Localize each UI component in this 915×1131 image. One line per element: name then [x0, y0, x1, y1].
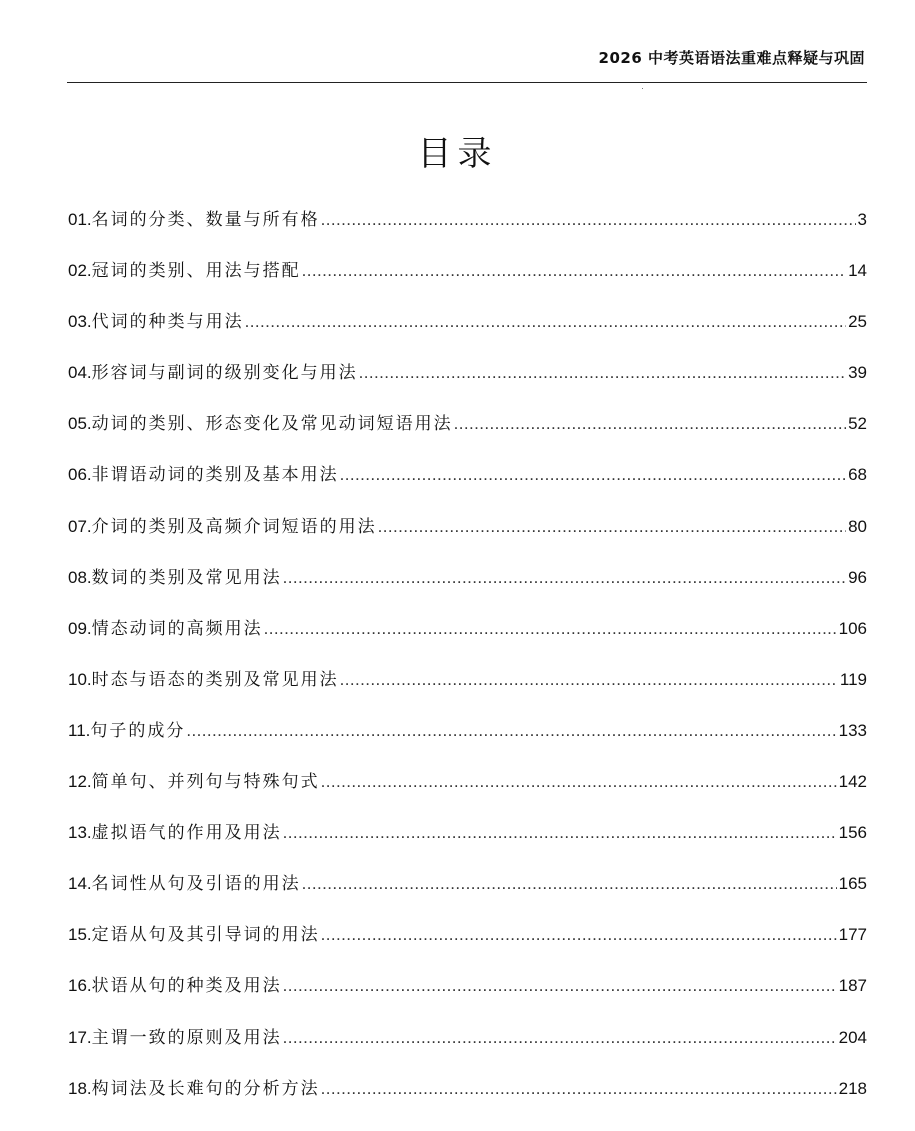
toc-entry-title: 名词的分类、数量与所有格	[91, 210, 320, 230]
toc-entry-page-number: 142	[838, 772, 867, 792]
toc-entry-number: 18.	[68, 1078, 92, 1098]
toc-entry[interactable]	[68, 920, 867, 971]
toc-entry-title: 虚拟语气的作用及用法	[91, 823, 282, 844]
toc-entry-page-number: 80	[848, 516, 867, 536]
toc-entry[interactable]	[68, 409, 867, 460]
toc-entry-number: 10.	[68, 669, 92, 689]
toc-entry-title: 状语从句的种类及用法	[91, 976, 282, 997]
toc-entry-number: 08.	[68, 567, 92, 587]
toc-dot-leader	[321, 767, 837, 797]
toc-dot-leader	[283, 563, 846, 593]
toc-dot-leader	[340, 460, 846, 490]
toc-entry-title: 情态动词的高频用法	[91, 618, 263, 639]
toc-entry-title: 句子的成分	[90, 720, 186, 741]
toc-entry-page-number: 133	[838, 720, 867, 740]
toc-entry[interactable]	[68, 767, 867, 818]
toc-entry-page-number: 187	[838, 976, 867, 996]
toc-entry-page-number: 96	[848, 567, 867, 587]
toc-entry[interactable]	[68, 512, 867, 563]
toc-entry-number: 17.	[68, 1027, 92, 1047]
toc-heading: 目录	[417, 134, 498, 174]
toc-entry[interactable]	[68, 307, 867, 358]
toc-entry[interactable]	[68, 460, 867, 511]
toc-dot-leader	[359, 358, 846, 388]
toc-entry-title: 冠词的类别、用法与搭配	[91, 261, 301, 282]
toc-dot-leader	[321, 1074, 837, 1104]
toc-entry-page-number: 68	[848, 465, 867, 485]
toc-entry-title: 介词的类别及高频介词短语的用法	[91, 516, 377, 537]
toc-entry-number: 04.	[68, 363, 92, 383]
toc-dot-leader	[302, 256, 846, 286]
running-header-title: 2026 中考英语语法重难点释疑与巩固	[598, 49, 865, 67]
toc-entry-number: 11.	[68, 720, 91, 740]
toc-dot-leader	[378, 512, 846, 542]
toc-entry-page-number: 25	[848, 312, 867, 332]
toc-dot-leader	[283, 971, 837, 1001]
toc-entry-page-number: 165	[838, 874, 867, 894]
toc-entry-title: 时态与语态的类别及常见用法	[91, 669, 339, 690]
toc-entry-number: 13.	[68, 823, 92, 843]
toc-entry-page-number: 39	[848, 363, 867, 383]
toc-entry-page-number: 177	[838, 925, 867, 945]
toc-dot-leader	[302, 869, 837, 899]
toc-dot-leader	[340, 665, 838, 695]
toc-entry[interactable]	[68, 256, 867, 307]
toc-entry-number: 09.	[68, 618, 92, 638]
toc-entry-page-number: 204	[838, 1027, 867, 1047]
toc-dot-leader	[264, 614, 837, 644]
toc-entry-title: 定语从句及其引导词的用法	[91, 925, 320, 946]
toc-entry-number: 12.	[68, 772, 92, 792]
toc-dot-leader	[321, 920, 837, 950]
toc-entry-title: 代词的种类与用法	[91, 312, 244, 333]
toc-entry[interactable]	[68, 205, 867, 256]
toc-entry-number: 05.	[68, 414, 92, 434]
toc-entry[interactable]	[68, 869, 867, 920]
toc-entry[interactable]	[68, 614, 867, 665]
toc-entry[interactable]	[68, 1023, 867, 1074]
header-rule	[67, 82, 867, 83]
toc-dot-leader	[454, 409, 846, 439]
toc-entry-number: 14.	[68, 874, 92, 894]
stray-dot	[642, 88, 643, 89]
toc-entry-page-number: 14	[848, 261, 867, 281]
toc-entry[interactable]	[68, 358, 867, 409]
toc-list	[68, 205, 867, 1125]
toc-entry-title: 数词的类别及常见用法	[91, 567, 282, 588]
toc-entry-title: 形容词与副词的级别变化与用法	[91, 363, 358, 384]
toc-entry-number: 06.	[68, 465, 92, 485]
toc-entry-title: 简单句、并列句与特殊句式	[91, 772, 320, 793]
toc-entry[interactable]	[68, 818, 867, 869]
toc-entry-number: 01.	[68, 210, 92, 229]
toc-entry-page-number: 119	[839, 669, 867, 689]
toc-dot-leader	[245, 307, 846, 337]
toc-entry-page-number: 156	[838, 823, 867, 843]
toc-entry-number: 15.	[68, 925, 92, 945]
toc-entry-title: 主谓一致的原则及用法	[91, 1027, 282, 1048]
toc-entry-title: 名词性从句及引语的用法	[91, 874, 301, 895]
toc-entry-page-number: 106	[838, 618, 867, 638]
toc-entry[interactable]	[68, 665, 867, 716]
toc-entry[interactable]	[68, 971, 867, 1022]
toc-dot-leader	[186, 716, 836, 746]
toc-entry[interactable]	[68, 1074, 867, 1125]
toc-entry[interactable]	[68, 716, 867, 767]
toc-entry-page-number: 218	[838, 1078, 867, 1098]
toc-dot-leader	[283, 818, 837, 848]
toc-entry-page-number: 52	[848, 414, 867, 434]
toc-entry-title: 动词的类别、形态变化及常见动词短语用法	[91, 414, 453, 435]
toc-entry-page-number: 3	[857, 210, 867, 229]
toc-dot-leader	[321, 205, 856, 235]
toc-entry[interactable]	[68, 563, 867, 614]
toc-entry-number: 02.	[68, 261, 92, 281]
toc-entry-number: 07.	[68, 516, 92, 536]
toc-dot-leader	[283, 1023, 837, 1053]
toc-entry-number: 03.	[68, 312, 92, 332]
toc-entry-title: 非谓语动词的类别及基本用法	[91, 465, 339, 486]
toc-entry-title: 构词法及长难句的分析方法	[91, 1078, 320, 1099]
toc-entry-number: 16.	[68, 976, 92, 996]
